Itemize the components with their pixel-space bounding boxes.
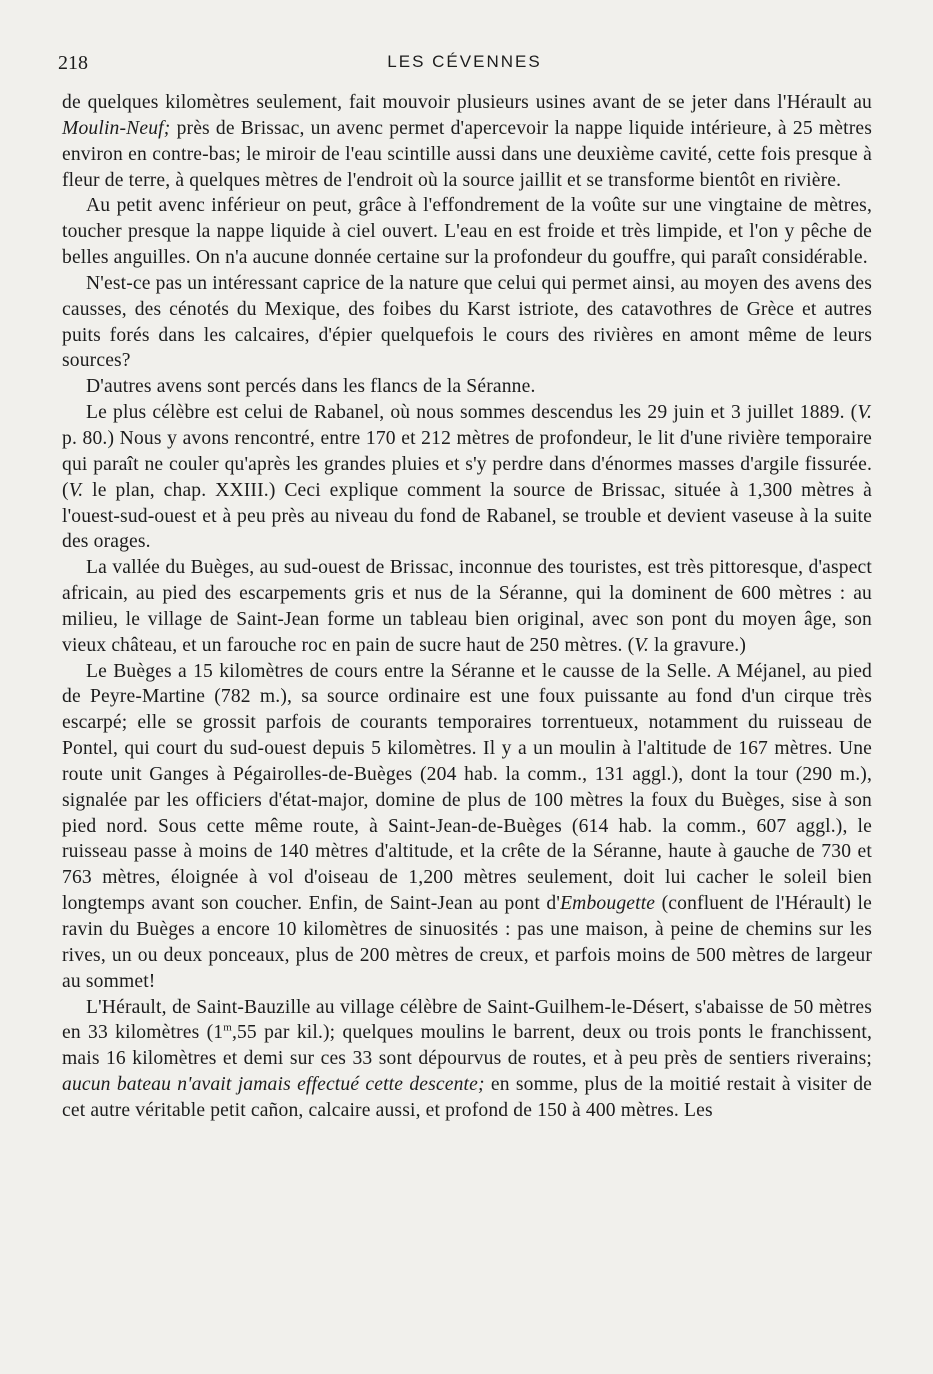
paragraph [62, 995, 872, 1124]
paragraph [62, 400, 872, 555]
paragraph [62, 271, 872, 374]
text-run: Au petit avenc inférieur on peut, grâce à l'effondrement de la voûte sur une vingtaine de mètres, toucher presque la nappe liquide à ciel ouvert. L'eau en est froide et très limpide, et l'on y pêche de belles anguilles. On n'a aucune donnée certaine sur la profondeur du gouffre, qui paraît considérable. [62, 195, 872, 269]
body-text [62, 90, 872, 1124]
text-run: de quelques kilomètres seulement, fait mouvoir plusieurs usines avant de se jeter dans l'Hérault au [62, 92, 872, 113]
paragraph [62, 659, 872, 995]
italic-text: Moulin-Neuf; [62, 117, 171, 139]
italic-text: aucun bateau n'avait jamais effectué cette descente; [62, 1074, 485, 1096]
text-run: (confluent de l'Hérault) le ravin du Buèges a encore 10 kilomètres de sinuosités : pas une maison, à peine de chemins sur les rives, un ou deux ponceaux, plus de 200 mètres de creux, et parfois moins de 500 mètres de largeur au sommet! [62, 893, 872, 992]
superscript-text: m [223, 1021, 232, 1034]
text-run: en somme, plus de la moitié restait à visiter de cet autre véritable petit cañon, calcaire aussi, et profond de 150 à 400 mètres. Les [62, 1074, 872, 1121]
text-run: le plan, chap. XXIII.) Ceci explique comment la source de Brissac, située à 1,300 mètres à l'ouest-sud-ouest et à peu près au niveau du fond de Rabanel, se trouble et devient vaseuse à la suite des orages. [62, 479, 872, 553]
page-number: 218 [58, 52, 88, 74]
text-run: N'est-ce pas un intéressant caprice de la nature que celui qui permet ainsi, au moyen des avens des causses, des cénotés du Mexique, des foibes du Karst istriote, des catavothres de Grèce et autres puits forés dans les calcaires, d'épier quelquefois le cours des rivières en amont même de leurs sources? [62, 272, 872, 372]
paragraph [62, 193, 872, 271]
paragraph [62, 90, 872, 193]
text-run: ,55 par kil.); quelques moulins le barrent, deux ou trois ponts le franchissent, mais 16 kilomètres et demi sur ces 33 sont dépourvus de routes, et à peu près de sentiers riverains; [62, 1022, 872, 1070]
italic-text: Embougette [560, 893, 656, 915]
text-run: L'Hérault, de Saint-Bauzille au village célèbre de Saint-Guilhem-le-Désert, s'abaisse de 50 mètres en 33 kilomètres (1 [62, 996, 872, 1044]
paragraph [62, 374, 872, 400]
text-run: Le plus célèbre est celui de Rabanel, où nous sommes descendus les 29 juin et 3 juillet 1889. ( [86, 402, 858, 424]
italic-text: V. [857, 402, 872, 424]
text-run: la gravure.) [648, 634, 747, 656]
text-run: p. 80.) Nous y avons rencontré, entre 170 et 212 mètres de profondeur, le lit d'une rivière temporaire qui paraît ne couler qu'après les grandes pluies et s'y perdre dans d'énormes masses d'argile fissurée. ( [62, 427, 872, 501]
paragraph [62, 555, 872, 658]
italic-text: V. [634, 634, 649, 656]
italic-text: V. [68, 479, 84, 501]
running-title: LES CÉVENNES [387, 52, 542, 71]
page-header [58, 52, 871, 78]
text-run: près de Brissac, un avenc permet d'apercevoir la nappe liquide intérieure, à 25 mètres environ en contre-bas; le miroir de l'eau scintille aussi dans une deuxième cavité, cette fois presque à fleur de terre, à quelques mètres de l'endroit où la source jaillit et se transforme bientôt en rivière. [62, 117, 872, 191]
text-run: Le Buèges a 15 kilomètres de cours entre la Séranne et le causse de la Selle. A Méjanel, au pied de Peyre-Martine (782 m.), sa source ordinaire est une foux puissante au fond d'un cirque très escarpé; elle se grossit parfois de courants temporaires torrentueux, notamment du ruisseau de Pontel, qui court du sud-ouest depuis 5 kilomètres. Il y a un moulin à l'altitude de 167 mètres. Une route unit Ganges à Pégairolles-de-Buèges (204 hab. la comm., 131 aggl.), dont la tour (290 m.), signalée par les officiers d'état-major, domine de plus de 100 mètres la foux du Buèges, sise à son pied nord. Sous cette même route, à Saint-Jean-de-Buèges (614 hab. la comm., 607 aggl.), le ruisseau passe à moins de 140 mètres d'altitude, et la crête de la Séranne, haute à gauche de 730 et 763 mètres, éloignée à vol d'oiseau de 1,200 mètres seulement, doit lui cacher le soleil bien longtemps avant son coucher. Enfin, de Saint-Jean au pont d' [62, 660, 872, 915]
text-run: La vallée du Buèges, au sud-ouest de Brissac, inconnue des touristes, est très pittoresque, d'aspect africain, au pied des escarpements gris et nus de la Séranne, qui la dominent de 600 mètres : au milieu, le village de Saint-Jean forme un tableau bien original, avec son pont du moyen âge, son vieux château, et un farouche roc en pain de sucre haut de 250 mètres. ( [62, 557, 872, 656]
text-run: D'autres avens sont percés dans les flancs de la Séranne. [86, 376, 536, 398]
